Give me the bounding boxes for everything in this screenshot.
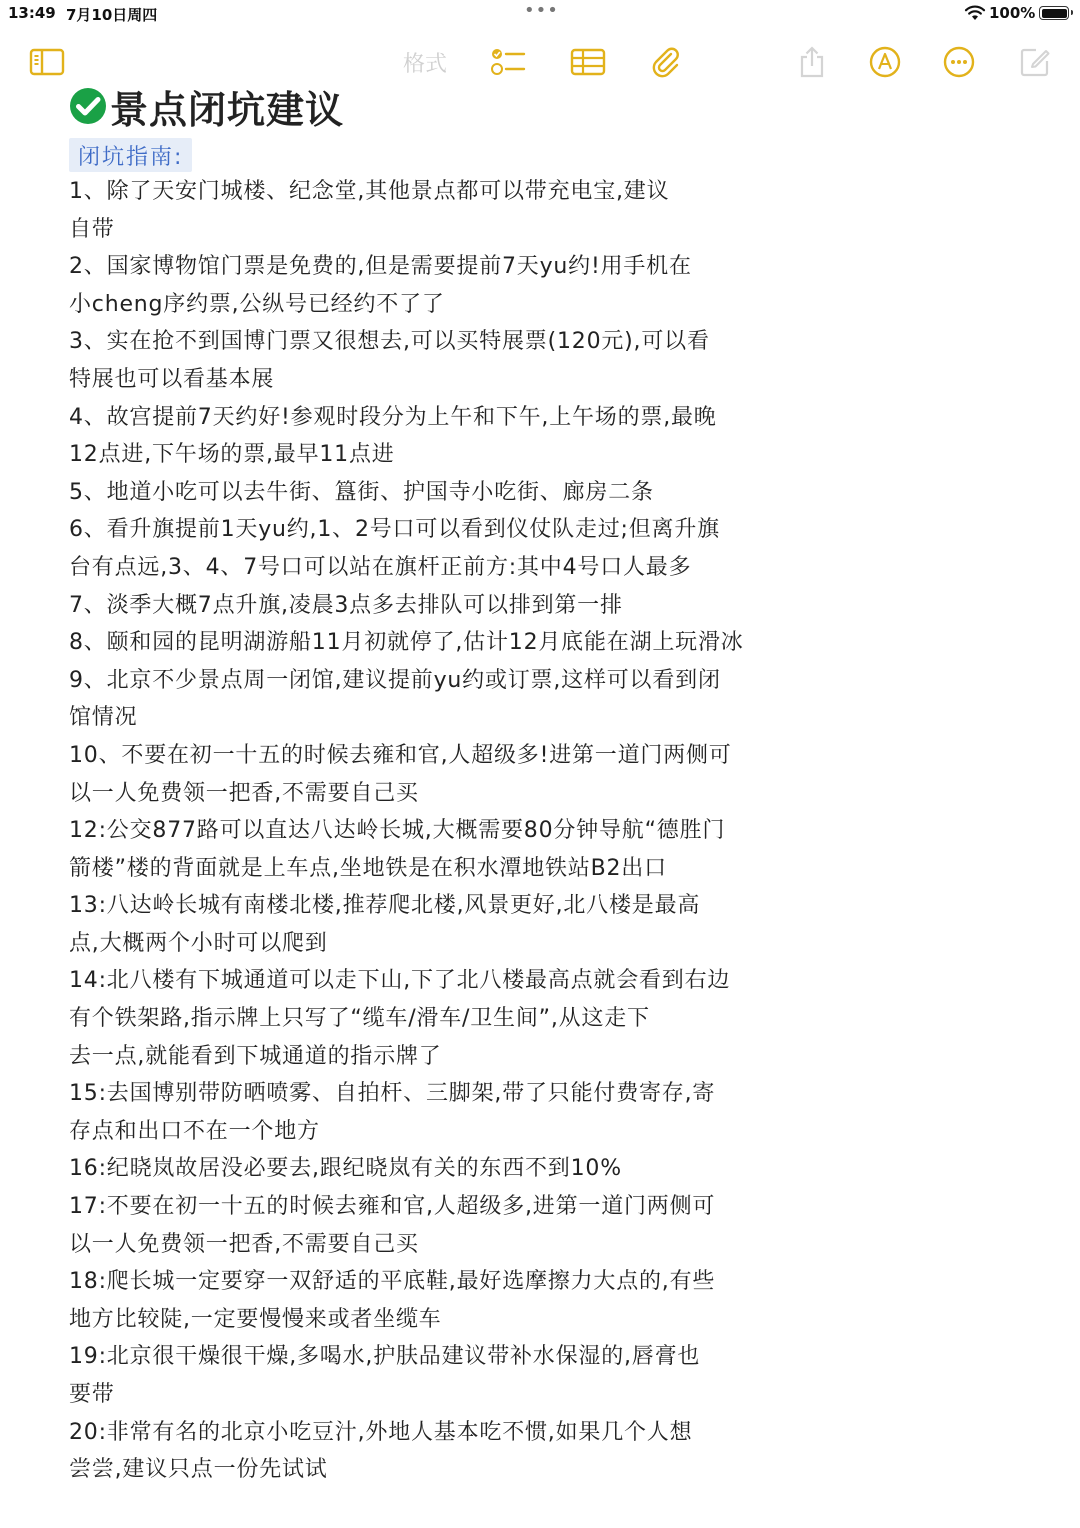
status-date: 7月10日周四 (66, 6, 158, 24)
note-line: 19:北京很干燥很干燥,多喝水,护肤品建议带补水保湿的,唇膏也 (69, 1344, 701, 1370)
note-line: 去一点,就能看到下城通道的指示牌了 (69, 1043, 442, 1069)
note-line: 6、看升旗提前1天yu约,1、2号口可以看到仪仗队走过;但离升旗 (69, 517, 720, 543)
markup-icon[interactable] (866, 40, 904, 84)
note-line: 20:非常有名的北京小吃豆汁,外地人基本吃不惯,如果几个人想 (69, 1419, 693, 1445)
note-line: 自带 (69, 216, 115, 242)
note-line: 3、实在抢不到国博门票又很想去,可以买特展票(120元),可以看 (69, 329, 710, 355)
note-line: 16:纪晓岚故居没必要去,跟纪晓岚有关的东西不到10% (69, 1156, 622, 1182)
check-mark-icon (68, 86, 108, 126)
battery-icon (1039, 6, 1069, 20)
note-line: 12点进,下午场的票,最早11点进 (69, 442, 395, 468)
note-line: 15:去国博别带防晒喷雾、自拍杆、三脚架,带了只能付费寄存,寄 (69, 1081, 716, 1107)
table-icon[interactable] (568, 40, 608, 84)
note-title-text: 景点闭坑建议 (110, 87, 345, 132)
note-line: 馆情况 (69, 705, 138, 731)
note-line: 8、颐和园的昆明湖游船11月初就停了,估计12月底能在湖上玩滑冰 (69, 630, 744, 656)
status-time: 13:49 (8, 4, 56, 22)
wifi-icon (964, 5, 986, 25)
note-line: 地方比较陡,一定要慢慢来或者坐缆车 (69, 1306, 442, 1332)
note-line: 4、故宫提前7天约好!参观时段分为上午和下午,上午场的票,最晚 (69, 404, 717, 430)
notes-toolbar (0, 40, 1080, 84)
note-line: 特展也可以看基本展 (69, 366, 275, 392)
note-line: 台有点远,3、4、7号口可以站在旗杆正前方:其中4号口人最多 (69, 554, 692, 580)
note-line: 9、北京不少景点周一闭馆,建议提前yu约或订票,这样可以看到闭 (69, 667, 721, 693)
note-body[interactable] (69, 173, 839, 1489)
note-subheading: 闭坑指南: (69, 138, 192, 172)
sidebar-icon[interactable] (26, 40, 68, 84)
note-line: 有个铁架路,指示牌上只写了“缆车/滑车/卫生间”,从这走下 (69, 1006, 650, 1032)
note-line: 以一人免费领一把香,不需要自己买 (69, 780, 419, 806)
note-line: 18:爬长城一定要穿一双舒适的平底鞋,最好选摩擦力大点的,有些 (69, 1269, 716, 1295)
note-line: 点,大概两个小时可以爬到 (69, 930, 328, 956)
note-line: 10、不要在初一十五的时候去雍和官,人超级多!进第一道门两侧可 (69, 742, 732, 768)
format-button[interactable]: 格式 (402, 51, 447, 77)
checklist-icon[interactable] (488, 40, 528, 84)
note-line: 以一人免费领一把香,不需要自己买 (69, 1231, 419, 1257)
note-line: 14:北八楼有下城通道可以走下山,下了北八楼最高点就会看到右边 (69, 968, 731, 994)
status-bar (0, 0, 1080, 28)
compose-icon[interactable] (1016, 40, 1054, 84)
note-line: 1、除了天安门城楼、纪念堂,其他景点都可以带充电宝,建议 (69, 179, 670, 204)
note-line: 13:八达岭长城有南楼北楼,推荐爬北楼,风景更好,北八楼是最高 (69, 893, 701, 919)
multitasking-dots[interactable]: ••• (524, 0, 559, 21)
note-title[interactable] (68, 80, 344, 132)
note-line: 12:公交877路可以直达八达岭长城,大概需要80分钟导航“德胜门 (69, 818, 726, 844)
note-line: 17:不要在初一十五的时候去雍和官,人超级多,进第一道门两侧可 (69, 1194, 716, 1220)
attachment-icon[interactable] (646, 40, 686, 84)
note-line: 2、国家博物馆门票是免费的,但是需要提前7天yu约!用手机在 (69, 254, 692, 280)
note-line: 要带 (69, 1382, 115, 1407)
battery-percent: 100% (989, 4, 1036, 22)
more-icon[interactable] (940, 40, 978, 84)
note-line: 尝尝,建议只点一份先试试 (69, 1457, 328, 1483)
note-line: 小cheng序约票,公纵号已经约不了了 (69, 291, 445, 317)
share-icon[interactable] (794, 40, 830, 84)
note-line: 7、淡季大概7点升旗,凌晨3点多去排队可以排到第一排 (69, 592, 623, 618)
note-line: 存点和出口不在一个地方 (69, 1118, 320, 1144)
note-line: 5、地道小吃可以去牛街、簋街、护国寺小吃街、廊房二条 (69, 479, 654, 505)
note-line: 箭楼”楼的背面就是上车点,坐地铁是在积水潭地铁站B2出口 (69, 855, 667, 881)
